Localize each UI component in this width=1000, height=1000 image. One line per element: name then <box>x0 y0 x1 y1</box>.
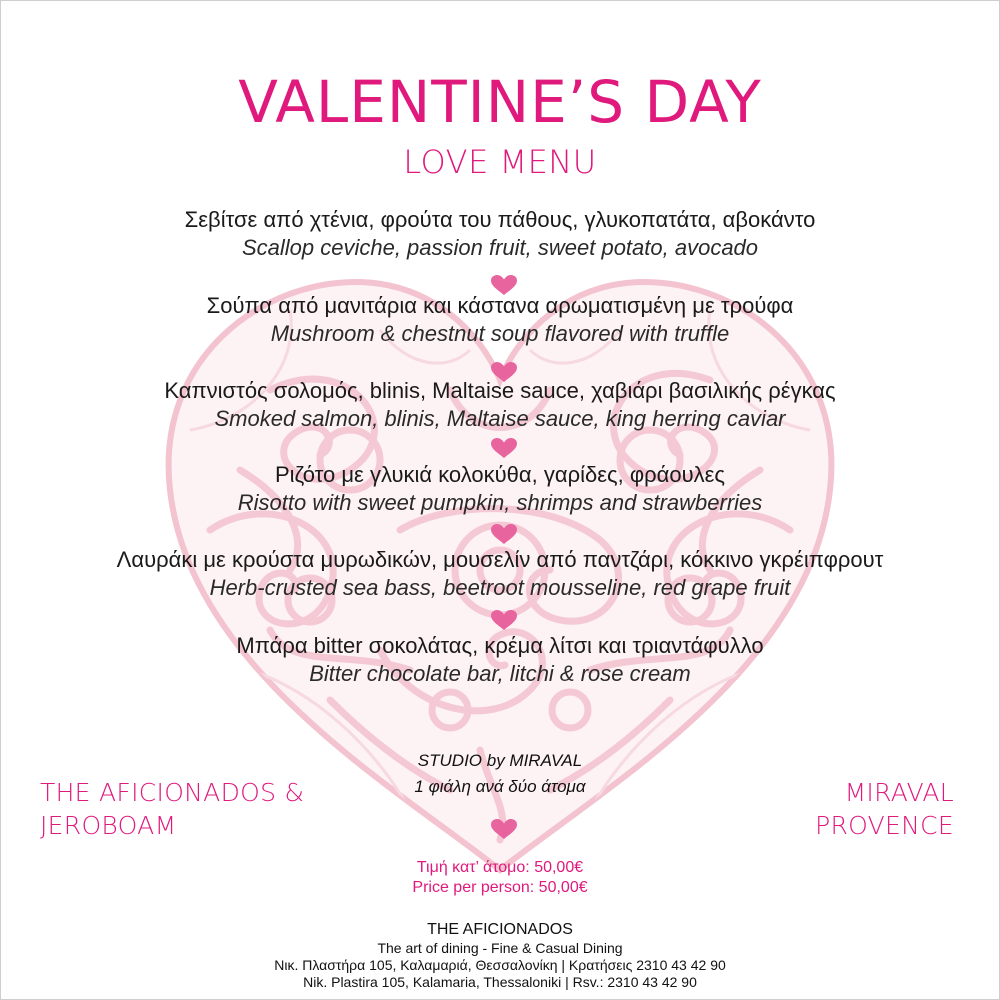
partner-left-line2: JEROBOAM <box>40 811 177 840</box>
page-subtitle: LOVE MENU <box>403 143 597 181</box>
restaurant-name: THE AFICIONADOS <box>427 921 573 938</box>
course-english: Mushroom & chestnut soup flavored with truffle <box>270 321 730 346</box>
price-english: Price per person: 50,00€ <box>412 879 588 896</box>
menu-course <box>0 632 1000 688</box>
course-english: Bitter chocolate bar, litchi & rose cream <box>309 661 691 686</box>
course-greek: Μπάρα bitter σοκολάτας, κρέμα λίτσι και τριαντάφυλλο <box>236 633 764 658</box>
restaurant-tagline: The art of dining - Fine & Casual Dining <box>377 940 623 956</box>
heart-icon <box>490 818 518 840</box>
course-greek: Ριζότο με γλυκιά κολοκύθα, γαρίδες, φράουλες <box>274 462 726 487</box>
price-block <box>0 858 1000 898</box>
price-greek: Τιμή κατ’ άτομο: 50,00€ <box>416 859 584 876</box>
address-greek: Νικ. Πλαστήρα 105, Καλαμαριά, Θεσσαλονίκη | Κρατήσεις 2310 43 42 90 <box>274 957 726 973</box>
menu-course <box>0 546 1000 602</box>
page-title: VALENTINE’S DAY <box>238 68 762 136</box>
course-greek: Καπνιστός σολομός, blinis, Maltaise sauce, χαβιάρι βασιλικής ρέγκας <box>164 378 836 403</box>
wine-name: STUDIO by MIRAVAL <box>417 751 583 770</box>
menu-course <box>0 206 1000 262</box>
heart-icon <box>490 437 518 459</box>
restaurant-footer <box>0 920 1000 991</box>
wine-note: 1 φιάλη ανά δύο άτομα <box>414 777 586 796</box>
address-english: Nik. Plastira 105, Kalamaria, Thessaloniki | Rsv.: 2310 43 42 90 <box>303 974 697 990</box>
heart-icon <box>490 523 518 545</box>
menu-course <box>0 292 1000 348</box>
course-english: Scallop ceviche, passion fruit, sweet potato, avocado <box>241 235 759 260</box>
partner-right <box>815 776 954 842</box>
course-greek: Λαυράκι με κρούστα μυρωδικών, μουσελίν από παντζάρι, κόκκινο γκρέιπφρουτ <box>116 547 884 572</box>
partner-right-line1: MIRAVAL <box>844 778 954 807</box>
course-greek: Σούπα από μανιτάρια και κάστανα αρωματισμένη με τρούφα <box>206 293 794 318</box>
heart-icon <box>490 609 518 631</box>
menu-course <box>0 377 1000 433</box>
partner-left <box>40 776 304 842</box>
course-english: Risotto with sweet pumpkin, shrimps and strawberries <box>237 490 763 515</box>
menu-course <box>0 461 1000 517</box>
partner-left-line1: THE AFICIONADOS & <box>40 778 305 807</box>
partner-right-line2: PROVENCE <box>815 811 954 840</box>
course-greek: Σεβίτσε από χτένια, φρούτα του πάθους, γλυκοπατάτα, αβοκάντο <box>184 207 816 232</box>
course-english: Herb-crusted sea bass, beetroot mousseline, red grape fruit <box>209 575 791 600</box>
course-english: Smoked salmon, blinis, Maltaise sauce, king herring caviar <box>214 406 786 431</box>
